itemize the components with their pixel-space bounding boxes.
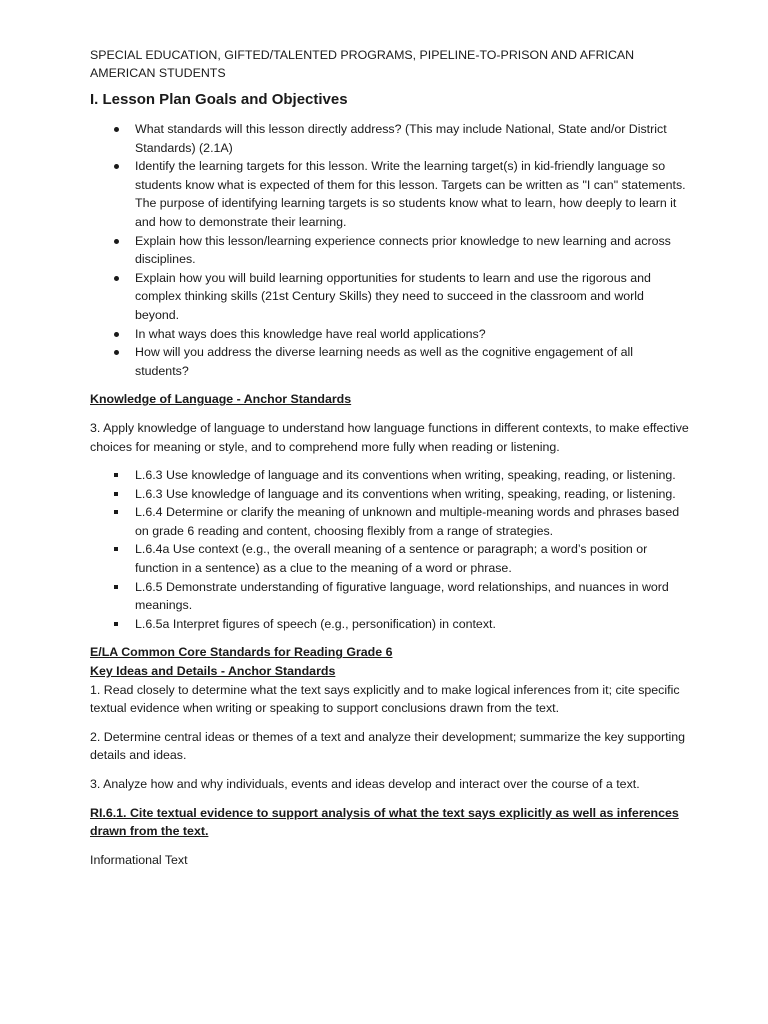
key-ideas-heading: Key Ideas and Details - Anchor Standards xyxy=(90,664,336,679)
language-standard-item: L.6.3 Use knowledge of language and its conventions when writing, speaking, reading, or listening. xyxy=(90,485,690,504)
informational-text-label: Informational Text xyxy=(90,852,188,867)
goals-bullet-list xyxy=(90,120,690,380)
section-heading-goals: I. Lesson Plan Goals and Objectives xyxy=(90,91,348,108)
document-header-title: SPECIAL EDUCATION, GIFTED/TALENTED PROGRAMS, PIPELINE-TO-PRISON AND AFRICAN AMERICAN STUDENTS xyxy=(90,48,635,80)
goals-bullet-item: Explain how you will build learning opportunities for students to learn and use the rigorous and complex thinking skills (21st Century Skills) they need to succeed in the classroom and world beyond. xyxy=(90,269,690,325)
document-page xyxy=(90,46,690,869)
language-standard-item: L.6.4 Determine or clarify the meaning of unknown and multiple-meaning words and phrases based on grade 6 reading and content, choosing flexibly from a range of strategies. xyxy=(90,503,690,540)
language-standards-heading: Knowledge of Language - Anchor Standards xyxy=(90,392,352,407)
reading-standards-heading: E/LA Common Core Standards for Reading Grade 6 xyxy=(90,645,393,660)
language-standard-item: L.6.3 Use knowledge of language and its conventions when writing, speaking, reading, or listening. xyxy=(90,466,690,485)
goals-bullet-item: How will you address the diverse learning needs as well as the cognitive engagement of all students? xyxy=(90,343,690,380)
reading-paragraph-3: 3. Analyze how and why individuals, events and ideas develop and interact over the course of a text. xyxy=(90,777,640,791)
goals-bullet-item: What standards will this lesson directly address? (This may include National, State and/or District Standards) (2.1A) xyxy=(90,120,690,157)
ri-standard-heading: RI.6.1. Cite textual evidence to support analysis of what the text says explicitly as well as inferences drawn from the text. xyxy=(90,805,679,839)
language-standard-item: L.6.5a Interpret figures of speech (e.g., personification) in context. xyxy=(90,615,690,634)
language-standard-item: L.6.4a Use context (e.g., the overall meaning of a sentence or paragraph; a word’s position or function in a sentence) as a clue to the meaning of a word or phrase. xyxy=(90,540,690,577)
reading-paragraph-1: 1. Read closely to determine what the text says explicitly and to make logical inferences from it; cite specific textual evidence when writing or speaking to support conclusions drawn from the text. xyxy=(90,682,680,716)
language-standards-list xyxy=(90,466,690,633)
goals-bullet-item: In what ways does this knowledge have real world applications? xyxy=(90,325,690,344)
reading-paragraph-2: 2. Determine central ideas or themes of a text and analyze their development; summarize the key supporting details and ideas. xyxy=(90,729,686,763)
language-standard-item: L.6.5 Demonstrate understanding of figurative language, word relationships, and nuances in word meanings. xyxy=(90,578,690,615)
goals-bullet-item: Explain how this lesson/learning experience connects prior knowledge to new learning and across disciplines. xyxy=(90,232,690,269)
goals-bullet-item: Identify the learning targets for this lesson. Write the learning target(s) in kid-friendly language so students know what is expected of them for this lesson. Targets can be written as "I can" statements. The purpose of identifying learning targets is so students know what to learn, how deeply to learn it and how to demonstrate their learning. xyxy=(90,157,690,231)
language-intro-paragraph: 3. Apply knowledge of language to understand how language functions in different contexts, to make effective choices for meaning or style, and to comprehend more fully when reading or listening. xyxy=(90,420,689,454)
